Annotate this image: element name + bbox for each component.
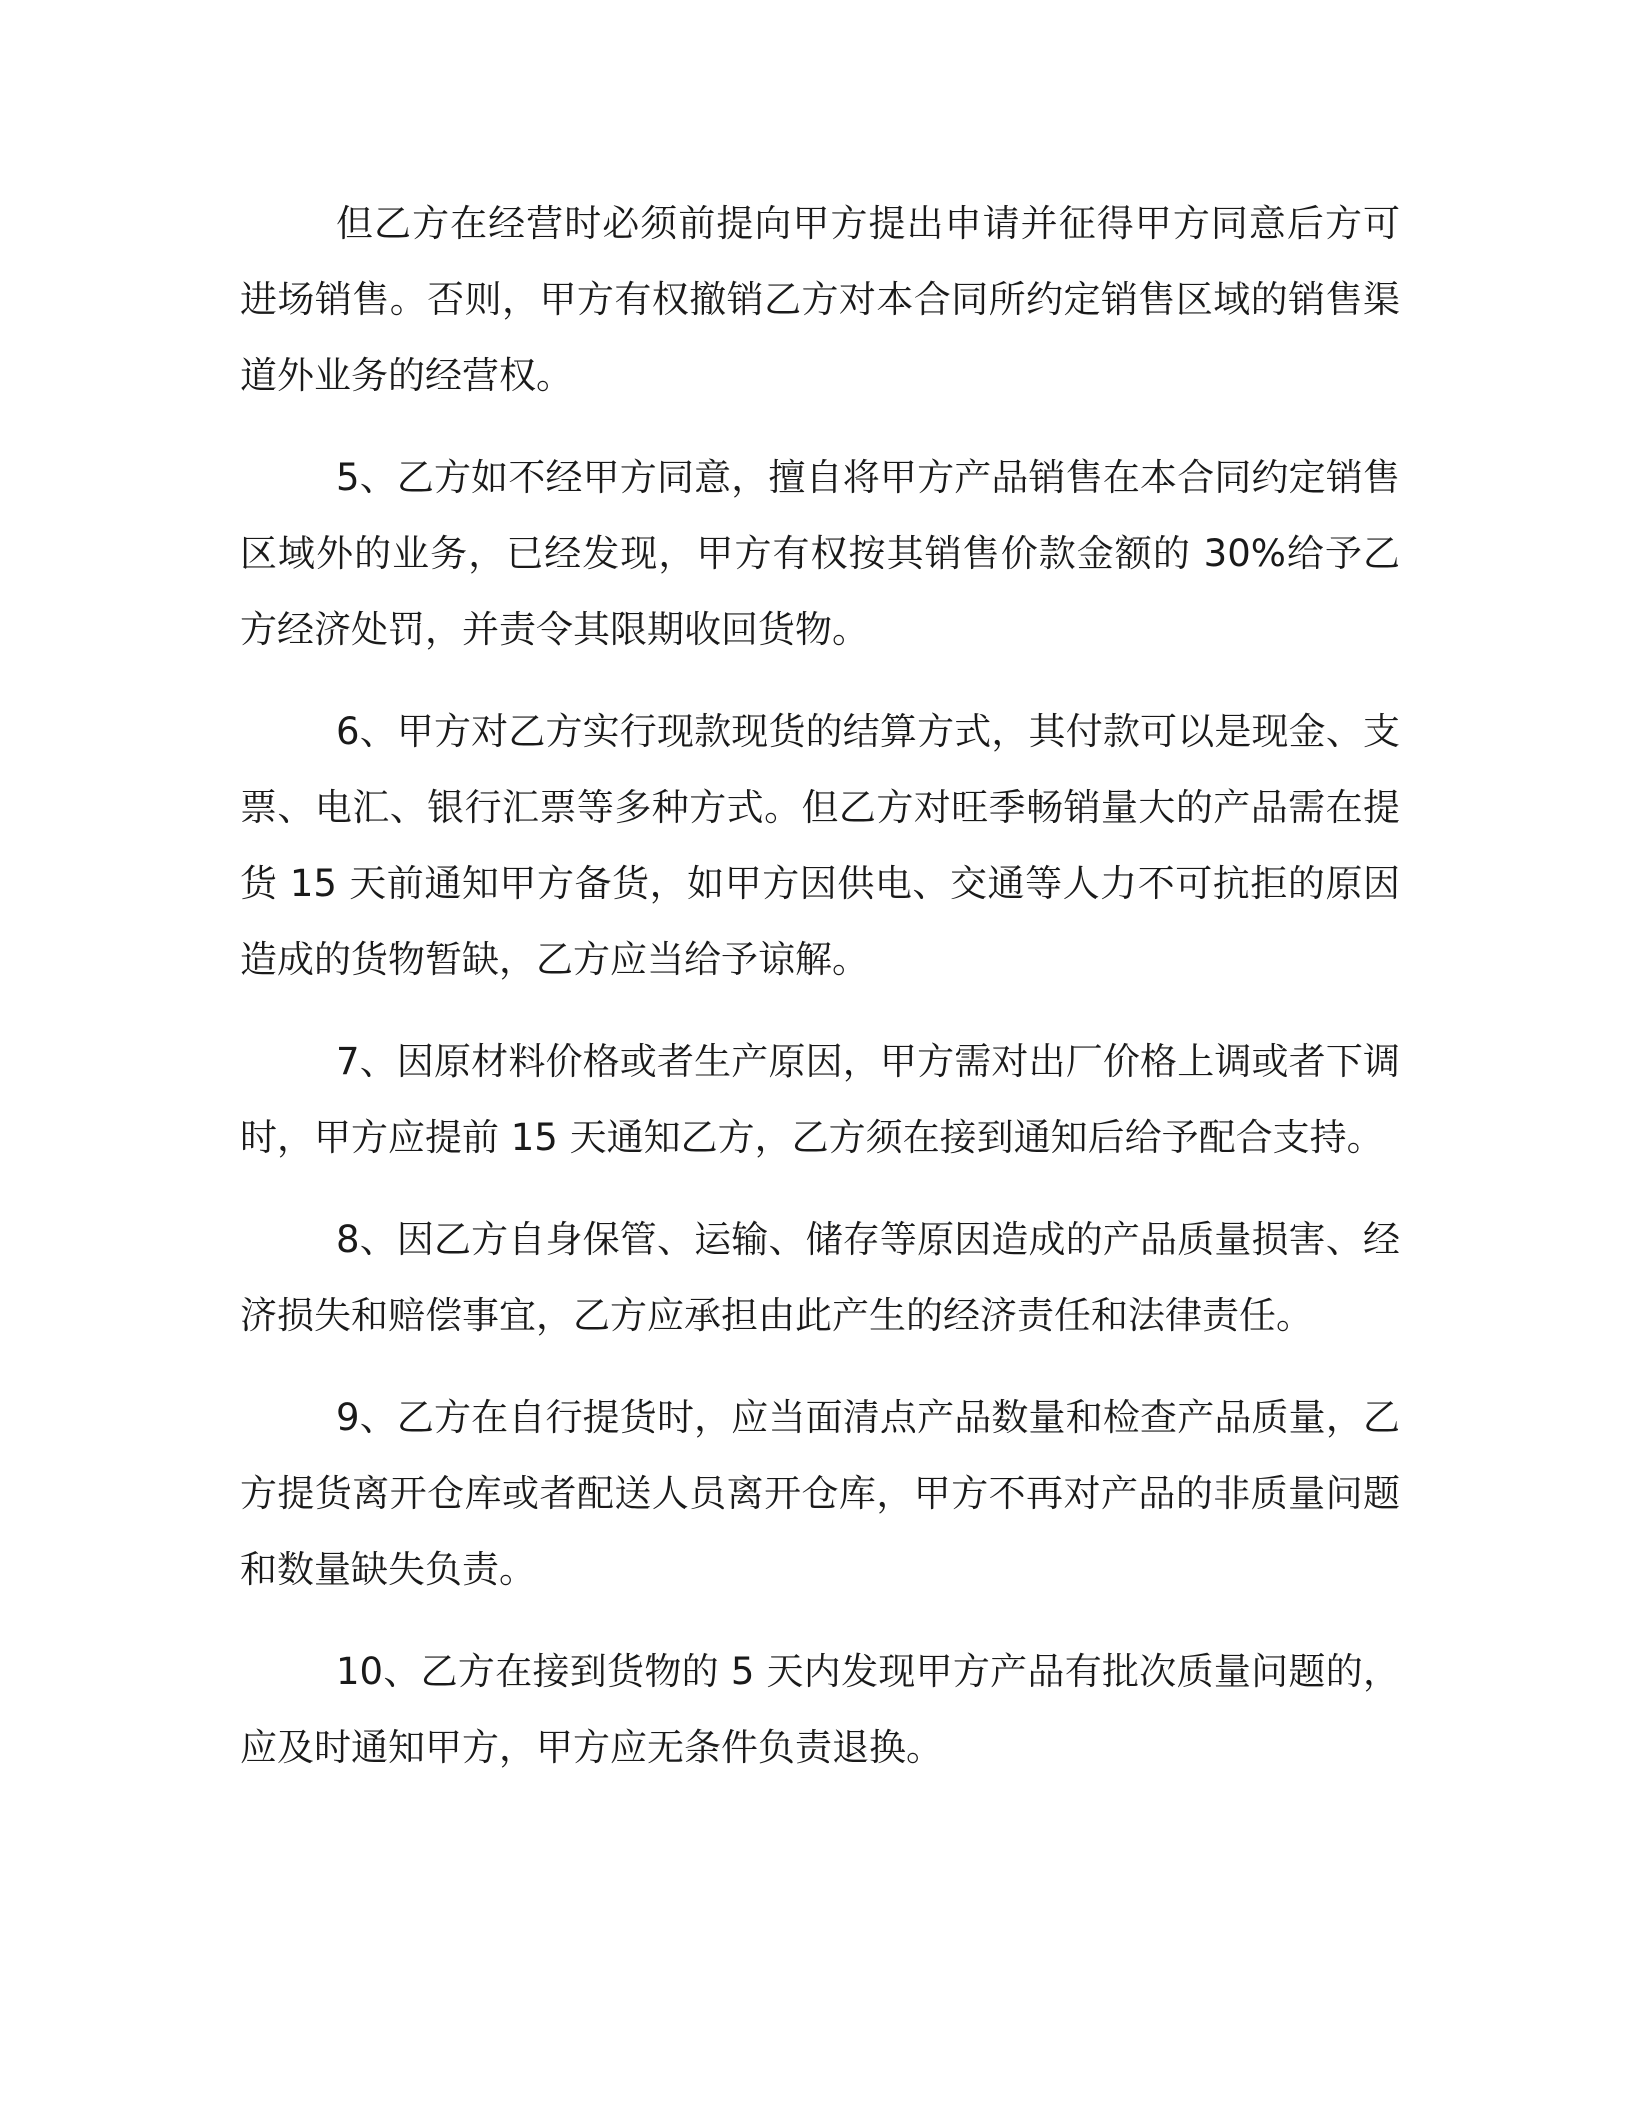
document-body xyxy=(240,186,1400,1812)
paragraph-clause-10: 10、乙方在接到货物的 5 天内发现甲方产品有批次质量问题的，应及时通知甲方，甲方应无条件负责退换。 xyxy=(240,1650,1400,1769)
paragraph-intro: 但乙方在经营时必须前提向甲方提出申请并征得甲方同意后方可进场销售。否则，甲方有权撤销乙方对本合同所约定销售区域的销售渠道外业务的经营权。 xyxy=(240,202,1400,397)
paragraph-clause-6: 6、甲方对乙方实行现款现货的结算方式，其付款可以是现金、支票、电汇、银行汇票等多种方式。但乙方对旺季畅销量大的产品需在提货 15 天前通知甲方备货，如甲方因供电、交通等人力不可抗拒的原因造成的货物暂缺，乙方应当给予谅解。 xyxy=(240,710,1400,981)
paragraph-clause-8: 8、因乙方自身保管、运输、储存等原因造成的产品质量损害、经济损失和赔偿事宜，乙方应承担由此产生的经济责任和法律责任。 xyxy=(240,1218,1400,1337)
paragraph-clause-7: 7、因原材料价格或者生产原因，甲方需对出厂价格上调或者下调时，甲方应提前 15 天通知乙方，乙方须在接到通知后给予配合支持。 xyxy=(240,1040,1400,1159)
paragraph-clause-9: 9、乙方在自行提货时，应当面清点产品数量和检查产品质量，乙方提货离开仓库或者配送人员离开仓库，甲方不再对产品的非质量问题和数量缺失负责。 xyxy=(240,1396,1400,1591)
paragraph-clause-5: 5、乙方如不经甲方同意，擅自将甲方产品销售在本合同约定销售区域外的业务，已经发现，甲方有权按其销售价款金额的 30%给予乙方经济处罚，并责令其限期收回货物。 xyxy=(240,456,1400,651)
